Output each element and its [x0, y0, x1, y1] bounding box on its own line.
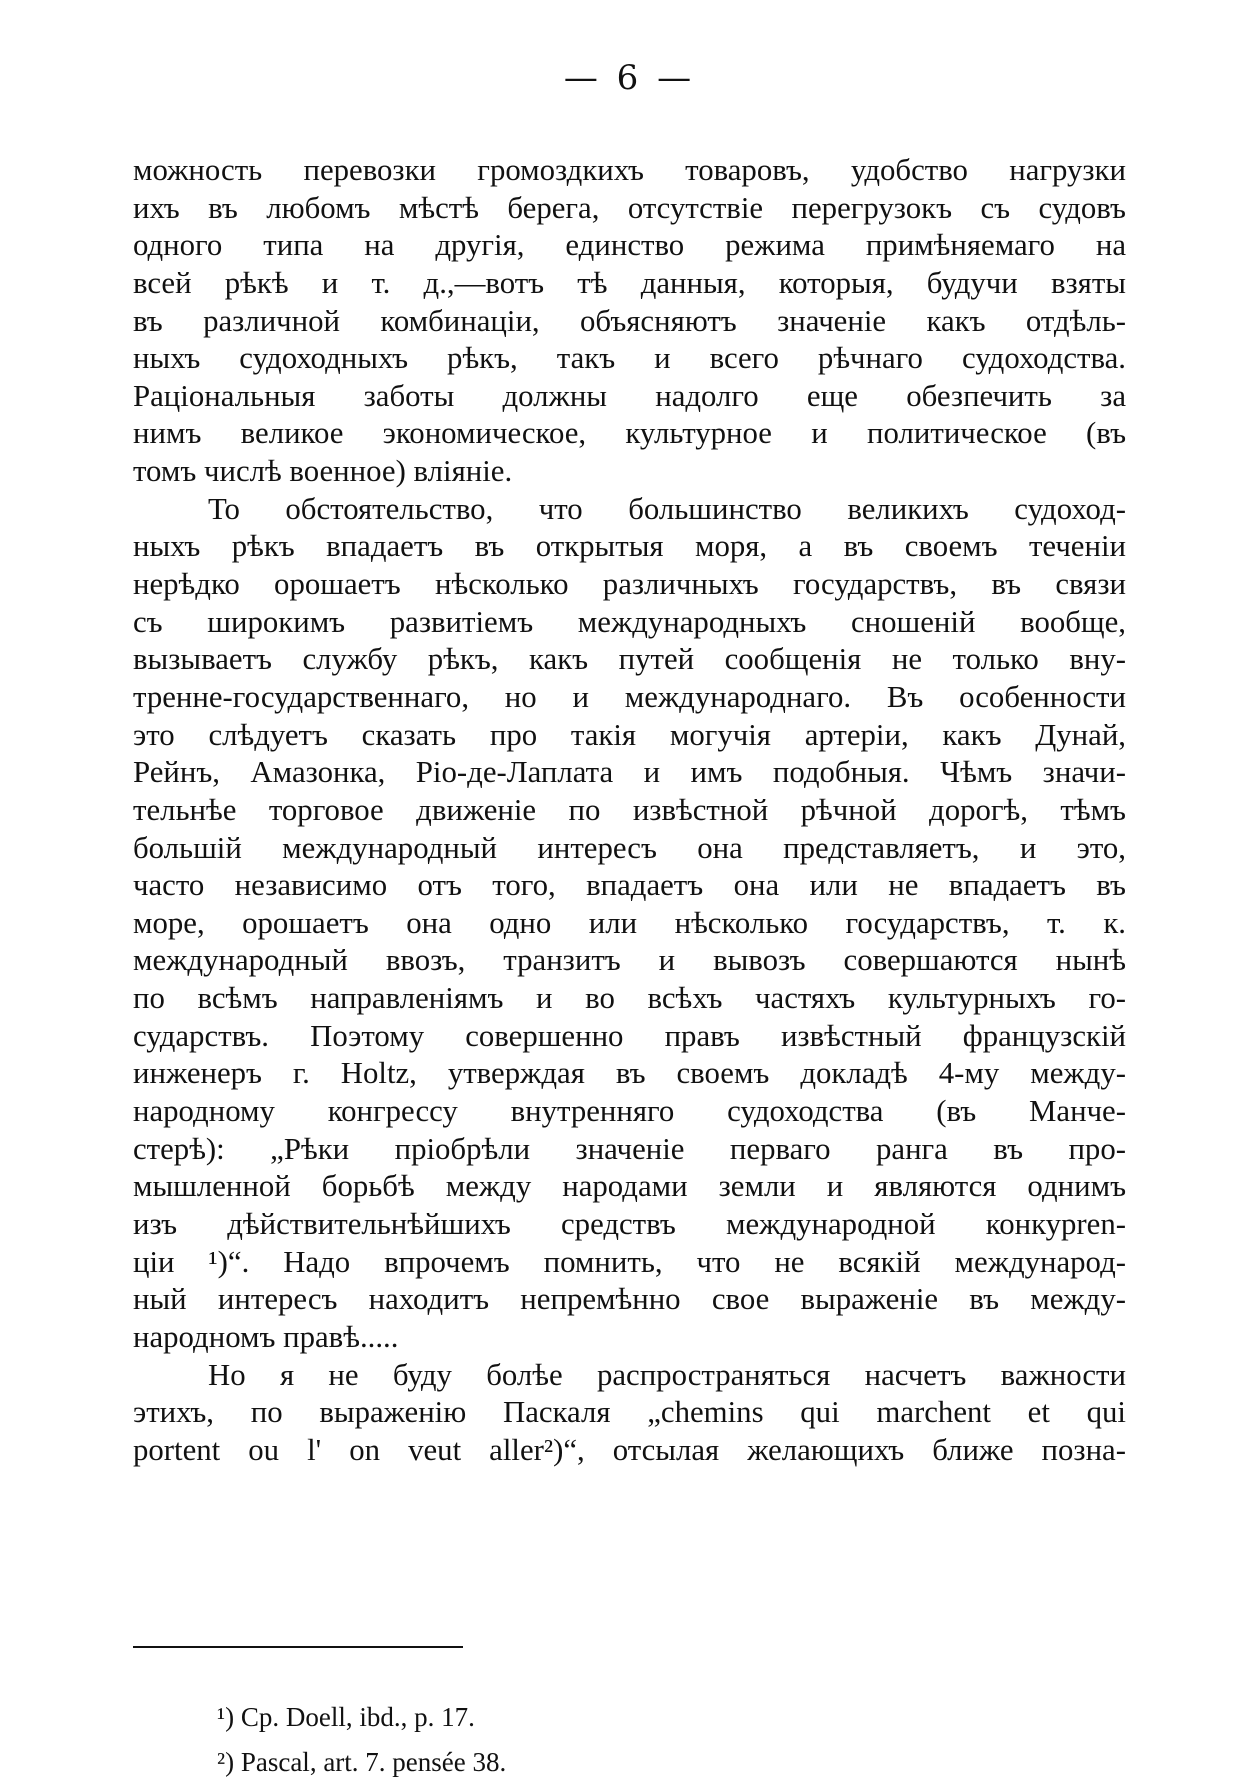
text-line: въ различной комбинаціи, объясняютъ значеніе какъ отдѣль-	[133, 303, 1126, 338]
footnote-separator	[133, 1646, 463, 1648]
text-line: часто независимо отъ того, впадаетъ она или не впадаетъ въ	[133, 868, 1126, 903]
footnote-1: ¹) Cp. Doell, ibd., p. 17.	[217, 1702, 475, 1732]
text-line: инженеръ г. Holtz, утверждая въ своемъ докладѣ 4-му между-	[133, 1056, 1126, 1091]
text-line: сударствъ. Поэтому совершенно правъ извѣстный французскій	[133, 1018, 1126, 1053]
text-line: мышленной борьбѣ между народами земли и являются однимъ	[133, 1169, 1126, 1204]
text-line: Но я не буду болѣе распространяться насчетъ важности	[208, 1357, 1126, 1392]
text-line: тельнѣе торговое движеніе по извѣстной рѣчной дорогѣ, тѣмъ	[133, 792, 1126, 827]
text-line: То обстоятельство, что большинство великихъ судоход-	[208, 491, 1126, 526]
footnote-2: ²) Pascal, art. 7. pensée 38.	[217, 1747, 507, 1777]
text-line: ихъ въ любомъ мѣстѣ берега, отсутствіе перегрузокъ съ судовъ	[133, 190, 1126, 225]
text-line: ныхъ судоходныхъ рѣкъ, такъ и всего рѣчнаго судоходства.	[133, 341, 1126, 376]
text-line: ціи ¹)“. Надо впрочемъ помнить, что не всякій международ-	[133, 1244, 1126, 1279]
text-line: народному конгрессу внутренняго судоходства (въ Манче-	[133, 1094, 1126, 1129]
page-number: — 6 —	[563, 58, 696, 98]
text-line: съ широкимъ развитіемъ международныхъ сношеній вообще,	[133, 604, 1126, 639]
text-line: стерѣ): „Рѣки пріобрѣли значеніе перваго ранга въ про-	[133, 1131, 1126, 1166]
text-line: народномъ правѣ.....	[133, 1319, 399, 1354]
text-line: всей рѣкѣ и т. д.,—вотъ тѣ данныя, которыя, будучи взяты	[133, 265, 1126, 300]
text-line: portent ou l' on veut aller²)“, отсылая желающихъ ближе позна-	[133, 1432, 1126, 1467]
text-line: Раціональныя заботы должны надолго еще обезпечить за	[133, 378, 1126, 413]
text-line: большій международный интересъ она представляетъ, и это,	[133, 830, 1126, 865]
text-line: томъ числѣ военное) вліяніе.	[133, 454, 513, 489]
text-line: тренне-государственнаго, но и международнаго. Въ особенности	[133, 679, 1126, 714]
text-line: море, орошаетъ она одно или нѣсколько государствъ, т. к.	[133, 905, 1126, 940]
text-line: нерѣдко орошаетъ нѣсколько различныхъ государствъ, въ связи	[133, 567, 1126, 602]
text-line: можность перевозки громоздкихъ товаровъ, удобство нагрузки	[133, 153, 1126, 187]
text-line: этихъ, по выраженію Паскаля „chemins qui marchent et qui	[133, 1395, 1126, 1430]
text-line: нимъ великое экономическое, культурное и политическое (въ	[133, 416, 1126, 451]
text-line: Рейнъ, Амазонка, Ріо-де-Лаплата и имъ подобныя. Чѣмъ значи-	[133, 755, 1126, 790]
text-line: одного типа на другія, единство режима примѣняемаго на	[133, 228, 1126, 263]
text-line: вызываетъ службу рѣкъ, какъ путей сообщенія не только вну-	[133, 642, 1126, 677]
text-line: ныхъ рѣкъ впадаетъ въ открытыя моря, а въ своемъ теченіи	[133, 529, 1126, 564]
text-line: изъ дѣйствительнѣйшихъ средствъ международной конкурren-	[133, 1206, 1126, 1241]
text-line: по всѣмъ направленіямъ и во всѣхъ частяхъ культурныхъ го-	[133, 981, 1126, 1016]
text-line: ный интересъ находитъ непремѣнно свое выраженіе въ между-	[133, 1282, 1126, 1317]
body-text	[133, 152, 1126, 1469]
text-line: это слѣдуетъ сказать про такія могучія артеріи, какъ Дунай,	[133, 717, 1126, 752]
text-line: международный ввозъ, транзитъ и вывозъ совершаются нынѣ	[133, 943, 1126, 978]
